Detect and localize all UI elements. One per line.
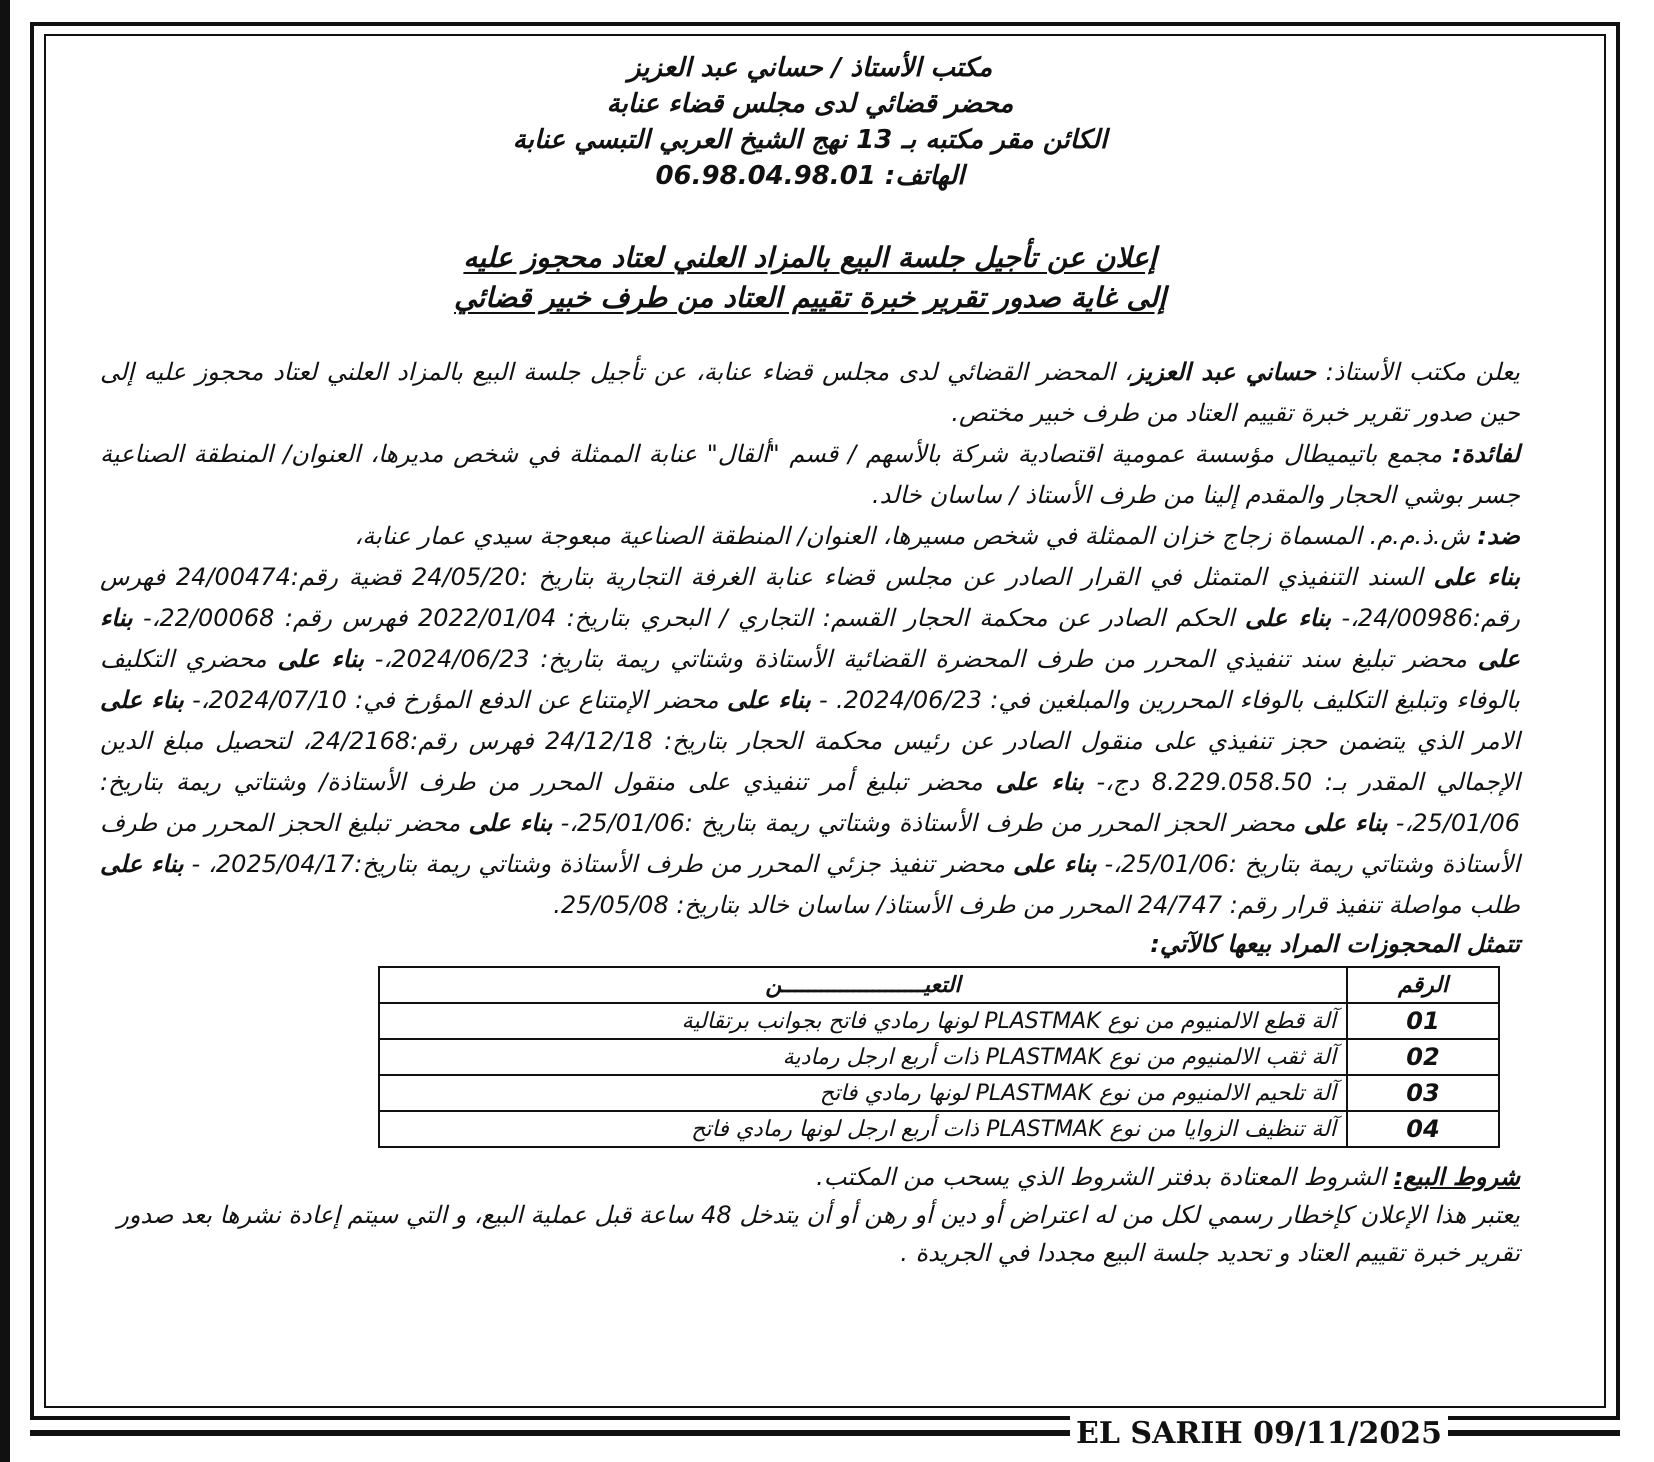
page-edge	[0, 0, 10, 1462]
office-name: مكتب الأستاذ / حساني عبد العزيز	[627, 53, 993, 83]
table-header-row	[379, 967, 1499, 1003]
table-row	[379, 1039, 1499, 1075]
item-number: 02	[1347, 1039, 1499, 1075]
office-phone: الهاتف: 06.98.04.98.01	[655, 161, 965, 191]
column-header-number: الرقم	[1347, 967, 1499, 1003]
publication-footer: EL SARIH 09/11/2025	[1070, 1416, 1448, 1451]
office-header	[100, 50, 1520, 194]
sale-terms	[100, 1158, 1520, 1272]
beneficiary-label: لفائدة:	[1451, 440, 1520, 468]
seized-items-heading: تتمثل المحجوزات المراد بيعها كالآتي:	[1150, 930, 1520, 958]
table-row	[379, 1003, 1499, 1039]
office-address: الكائن مقر مكتبه بـ 13 نهج الشيخ العربي التبسي عنابة	[512, 125, 1108, 155]
notice-title	[100, 238, 1520, 318]
table-row	[379, 1111, 1499, 1147]
notice-content	[100, 50, 1520, 1272]
item-designation: آلة تلحيم الالمنيوم من نوع PLASTMAK لونها رمادي فاتح	[379, 1075, 1347, 1111]
item-number: 03	[1347, 1075, 1499, 1111]
item-number: 01	[1347, 1003, 1499, 1039]
defendant-label: ضد:	[1477, 522, 1520, 550]
defendant-paragraph: ضد: ش.ذ.م.م. المسماة زجاج خزان الممثلة في شخص مسيرها، العنوان/ المنطقة الصناعية مبعوجة سيدي عمار عنابة،	[354, 522, 1520, 550]
beneficiary-paragraph: لفائدة: مجمع باتيميطال مؤسسة عمومية اقتصادية شركة بالأسهم / قسم "ألقال" عنابة الممثلة في شخص مديرها، العنوان/ المنطقة الصناعية جسر بوشي الحجار والمقدم إلينا من طرف الأستاذ / ساسان خالد.	[100, 440, 1520, 509]
item-designation: آلة قطع الالمنيوم من نوع PLASTMAK لونها رمادي فاتح بجوانب برتقالية	[379, 1003, 1347, 1039]
official-notice-text: يعتبر هذا الإعلان كإخطار رسمي لكل من له اعتراض أو دين أو رهن أو أن يتدخل 48 ساعة قبل عملية البيع، و التي سيتم إعادة نشرها بعد صدور تقرير خبرة تقييم العتاد و تحديد جلسة البيع مجددا في الجريدة .	[117, 1201, 1520, 1267]
sale-conditions: شروط البيع: الشروط المعتادة بدفتر الشروط الذي يسحب من المكتب.	[816, 1163, 1520, 1191]
item-number: 04	[1347, 1111, 1499, 1147]
sale-conditions-label: شروط البيع:	[1393, 1163, 1520, 1191]
column-header-designation: التعيــــــــــــــــــــــن	[379, 967, 1347, 1003]
notice-body	[100, 352, 1520, 926]
office-role: محضر قضائي لدى مجلس قضاء عنابة	[606, 89, 1014, 119]
item-designation: آلة ثقب الالمنيوم من نوع PLASTMAK ذات أربع ارجل رمادية	[379, 1039, 1347, 1075]
table-row	[379, 1075, 1499, 1111]
bailiff-name: حساني عبد العزيز	[1132, 358, 1317, 386]
footer-rule-left	[30, 1430, 1070, 1436]
item-designation: آلة تنظيف الزوايا من نوع PLASTMAK ذات أربع ارجل لونها رمادي فاتح	[379, 1111, 1347, 1147]
footer-rule-right	[1428, 1430, 1620, 1436]
notice-title-line-1: إعلان عن تأجيل جلسة البيع بالمزاد العلني لعتاد محجوز عليه	[463, 241, 1157, 274]
seized-items-table	[378, 966, 1500, 1148]
legal-basis-paragraph: بناء على السند التنفيذي المتمثل في القرار الصادر عن مجلس قضاء عنابة الغرفة التجارية بتاريخ :24/05/20 قضية رقم:24/00474 فهرس رقم:24/00986،- بناء على الحكم الصادر عن محكمة الحجار القسم: التجاري / البحري بتاريخ: 2022/01/04 فهرس رقم: 22/00068،- بناء على محضر تبليغ سند تنفيذي المحرر من طرف المحضرة القضائية الأستاذة وشتاتي ريمة بتاريخ: 2024/06/23،- بناء على محضري التكليف بالوفاء وتبليغ التكليف بالوفاء المحررين والمبلغين في: 2024/06/23. - بناء على محضر الإمتناع عن الدفع المؤرخ في: 2024/07/10،- بناء على الامر الذي يتضمن حجز تنفيذي على منقول الصادر عن رئيس محكمة الحجار بتاريخ: 24/12/18 فهرس رقم:24/2168، لتحصيل مبلغ الدين الإجمالي المقدر بـ: 8.229.058.50 دج،- بناء على محضر تبليغ أمر تنفيذي على منقول المحرر من طرف الأستاذة/ وشتاتي ريمة بتاريخ: 25/01/06،- بناء على محضر الحجز المحرر من طرف الأستاذة وشتاتي ريمة بتاريخ :25/01/06،- بناء على محضر تبليغ الحجز المحرر من طرف الأستاذة وشتاتي ريمة بتاريخ :25/01/06،- بناء على محضر تنفيذ جزئي المحرر من طرف الأستاذة وشتاتي ريمة بتاريخ:2025/04/17، - بناء على طلب مواصلة تنفيذ قرار رقم: 24/747 المحرر من طرف الأستاذ/ ساسان خالد بتاريخ: 25/05/08.	[100, 563, 1521, 919]
announcement-paragraph: يعلن مكتب الأستاذ: حساني عبد العزيز، المحضر القضائي لدى مجلس قضاء عنابة، عن تأجيل جلسة البيع بالمزاد العلني لعتاد محجوز عليه إلى حين صدور تقرير خبرة تقييم العتاد من طرف خبير مختص.	[100, 358, 1520, 427]
notice-title-line-2: إلى غاية صدور تقرير خبرة تقييم العتاد من طرف خبير قضائي	[454, 281, 1166, 314]
